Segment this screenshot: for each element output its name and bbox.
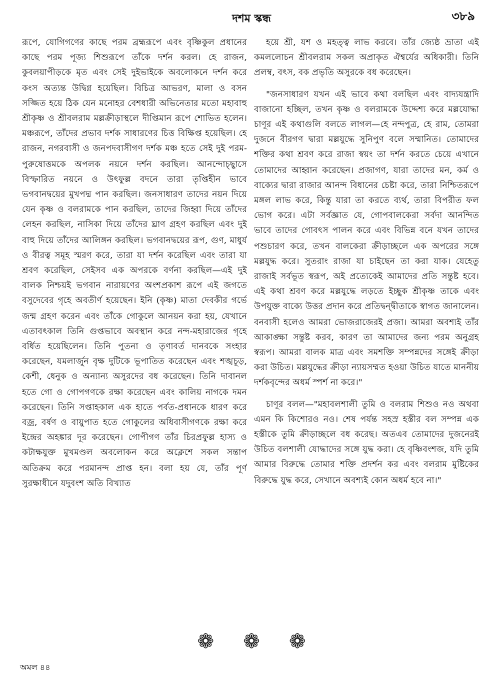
floral-ornament-icon: ❁ [243,629,260,653]
right-text-column [254,36,479,630]
page-footer: অমল ৪৪ [20,663,51,672]
paragraph: রূপে, যোগিগণের কাছে পরম ব্রহ্মরূপে এবং বৃষ্ণিকুল প্রধানের কাছে পরম পূজ্য শিশুরূপে তাঁকে দর্শন করল। হে রাজন, কুবলয়াপীড়কে মৃত এবং সেই দুইভাইকে অবলোকনে দর্শন করে কংস অত্যন্ত উদ্বিগ্ন হয়েছিল। বিচিত্র আভরণ, মালা ও বসন সজ্জিত হয়ে ঠিক যেন মনোহর বেশধারী অভিনেতার মতো মহাবাহু শ্রীকৃষ্ণ ও শ্রীবলরাম মল্লক্রীড়াস্থলে দীপ্তিমান রূপে শোভিত হলেন। মঞ্চরূপে, তাঁদের প্রভাব দর্শক সাধারণের চিত্ত বিক্ষিপ্ত হয়েছিল। হে রাজন, নগরবাসী ও জনপদবাসীগণ দর্শক মঞ্চ হতে সেই দুই পরম-পুরুষোত্তমকে অপলক নয়নে দর্শন করছিল। আনন্দোচ্ছ্বাসে বিস্ফারিত নয়নে ও উৎফুল্ল বদনে তারা তৃপ্তিহীন ভাবে ভগবানদ্বয়ের মুখপদ্ম পান করছিল। জনসাধারণ তাদের নয়ন দিয়ে যেন কৃষ্ণ ও বলরামকে পান করছিল, তাদের জিহ্বা দিয়ে তাঁদের লেহন করছিল, নাসিকা দিয়ে তাঁদের ঘ্রাণ গ্রহণ করছিল এবং দুই বাহু দিয়ে তাঁদের আলিঙ্গন করছিল। ভগবানদ্বয়ের রূপ, গুণ, মাধুর্য ও বীরত্ব সমূহ স্মরণ করে, তারা যা দর্শন করেছিল এবং তারা যা শ্রবণ করেছিল, সেইসব এক অপরকে বর্ণনা করছিল—এই দুই বালক নিশ্চয়ই ভগবান নারায়ণের অংশপ্রকাশ রূপে এই জগতে বসুদেবের গৃহে অবতীর্ণ হয়েছেন। ইনি (কৃষ্ণ) মাতা দেবকীর গর্ভে জন্ম গ্রহণ করেন এবং তাঁকে গোকুলে আনয়ন করা হয়, যেখানে এতাবৎকাল তিনি গুপ্তভাবে অবস্থান করে নন্দ-মহারাজের গৃহে বর্ধিত হয়েছিলেন। তিনি পুতনা ও তৃণাবর্ত দানবকে সংহার করেছেন, যমলার্জুন বৃক্ষ দুটিকে ভূপাতিত করেছেন এবং শঙ্খচূড়, কেশী, ধেনুক ও অন্যান্য অসুরদের বধ করেছেন। তিনি দাবানল হতে গো ও গোপগণকে রক্ষা করেছেন এবং কালিয় নাগকে দমন করেছেন। তিনি সপ্তাহকাল এক হাতে পর্বত-প্রধানকে ধারণ করে বজ্র, বর্ষণ ও বায়ুপাত হতে গোকুলের অধিবাসীগণকে রক্ষা করে ইন্দ্রের অহঙ্কার দূর করেছেন। গোপীগণ তাঁর চিরপ্রফুল্ল হাস্য ও কটাক্ষযুক্ত মুখমণ্ডল অবলোকন করে অক্লেশে সকল সন্তাপ অতিক্রম করে পরমানন্দ প্রাপ্ত হন। বলা হয় যে, তাঁর পূর্ণ সুরক্ষাধীনে যদুবংশ অতি বিখ্যাত [22,38,247,489]
section-end-ornaments [0,630,503,652]
paragraph: চাণূর বলল—"মহাবলশালী তুমি ও বলরাম শিশুও নও অথবা এমন কি কিশোরও নও। শেষ পর্যন্ত সহস্র হস্তীর বল সম্পন্ন এক হস্তীকে তুমি ক্রীড়াচ্ছলে বধ করেছ। অতএব তোমাদের দুজনেরই উচিত বলশালী যোদ্ধাদের সঙ্গে যুদ্ধ করা। হে বৃষ্ণিবংশজ, যদি তুমি আমার বিরুদ্ধে তোমার শক্তি প্রদর্শন কর এবং বলরাম মুষ্টিকের বিরুদ্ধে যুদ্ধ করে, সেখানে অবশ্যই কোন অধর্ম হবে না।" [254,399,479,486]
floral-ornament-icon: ❁ [197,629,215,653]
left-text-column [22,36,247,630]
page-header [0,6,503,28]
page-number: ৩৮৯ [451,9,475,23]
paragraph: হয়ে শ্রী, যশ ও মহত্ত্ব লাভ করবে। তাঁর জ্যেষ্ঠ ভ্রাতা এই কমললোচন শ্রীবলরাম সকল অপ্রাকৃত ঐশ্বর্যের অধিকারী। তিনি প্রলম্ব, বৎস, বক প্রভৃতি অসুরকে বধ করেছেন। [254,38,479,79]
floral-ornament-icon: ❁ [288,629,306,653]
section-title: দশম স্কন্ধ [232,12,271,25]
paragraph: "জনসাধারণ যখন এই ভাবে কথা বলছিল এবং বাদ্যযন্ত্রাদি বাজানো হচ্ছিল, তখন কৃষ্ণ ও বলরামকে উদ্দেশ্য করে মল্লযোদ্ধা চাণূর এই কথাগুলি বলতে লাগল—হে নন্দপুত্র, হে রাম, তোমরা দুজনে বীরগণ দ্বারা মল্লযুদ্ধে সুনিপুণ বলে সম্মানিত। তোমাদের শক্তির কথা শ্রবণ করে রাজা স্বয়ং তা দর্শন করতে চেয়ে এখানে তোমাদের আহ্বান করেছেন। প্রজাগণ, যারা তাদের মন, কর্ম ও বাক্যের দ্বারা রাজার আনন্দ বিধানের চেষ্টা করে, তারা নিশ্চিতরূপে মঙ্গল লাভ করে, কিন্তু যারা তা করতে ব্যর্থ, তারা বিপরীত ফল ভোগ করে। এটা সর্বজ্ঞাত যে, গোপবালকেরা সর্বদা আনন্দিত ভাবে তাদের গোবৎস পালন করে এবং বিভিন্ন বনে যখন তাদের পশুচারণ করে, তখন বালকেরা ক্রীড়াচ্ছলে এক অপরের সঙ্গে মল্লযুদ্ধ করে। সুতরাং রাজা যা চাইছেন তা করা যাক। যেহেতু রাজাই সর্বভূত স্বরূপ, অই প্রত্যেকেই আমাদের প্রতি সন্তুষ্ট হবে। এই কথা শ্রবণ করে মল্লযুদ্ধে লড়তে ইচ্ছুক শ্রীকৃষ্ণ তাকে এবং উপযুক্ত বাক্যে উত্তর প্রদান করে প্রতিদ্বন্দ্বীতাকে স্বাগত জানালেন। বনবাসী হলেও আমরা ভোজরাজেরই প্রজা। আমরা অবশ্যই তাঁর আকাঙ্ক্ষা সন্তুষ্ট করব, কারণ তা আমাদের জন্য পরম অনুগ্রহ স্বরূপ। আমরা বালক মাত্র এবং সমশক্তি সম্পন্নদের সঙ্গেই ক্রীড়া করা উচিত। মল্লযুদ্ধের ক্রীড়া ন্যায়সম্মত হওয়া উচিত যাতে মাননীয় দর্শকবৃন্দের অধর্ম স্পর্শ না করে।" [254,89,479,389]
